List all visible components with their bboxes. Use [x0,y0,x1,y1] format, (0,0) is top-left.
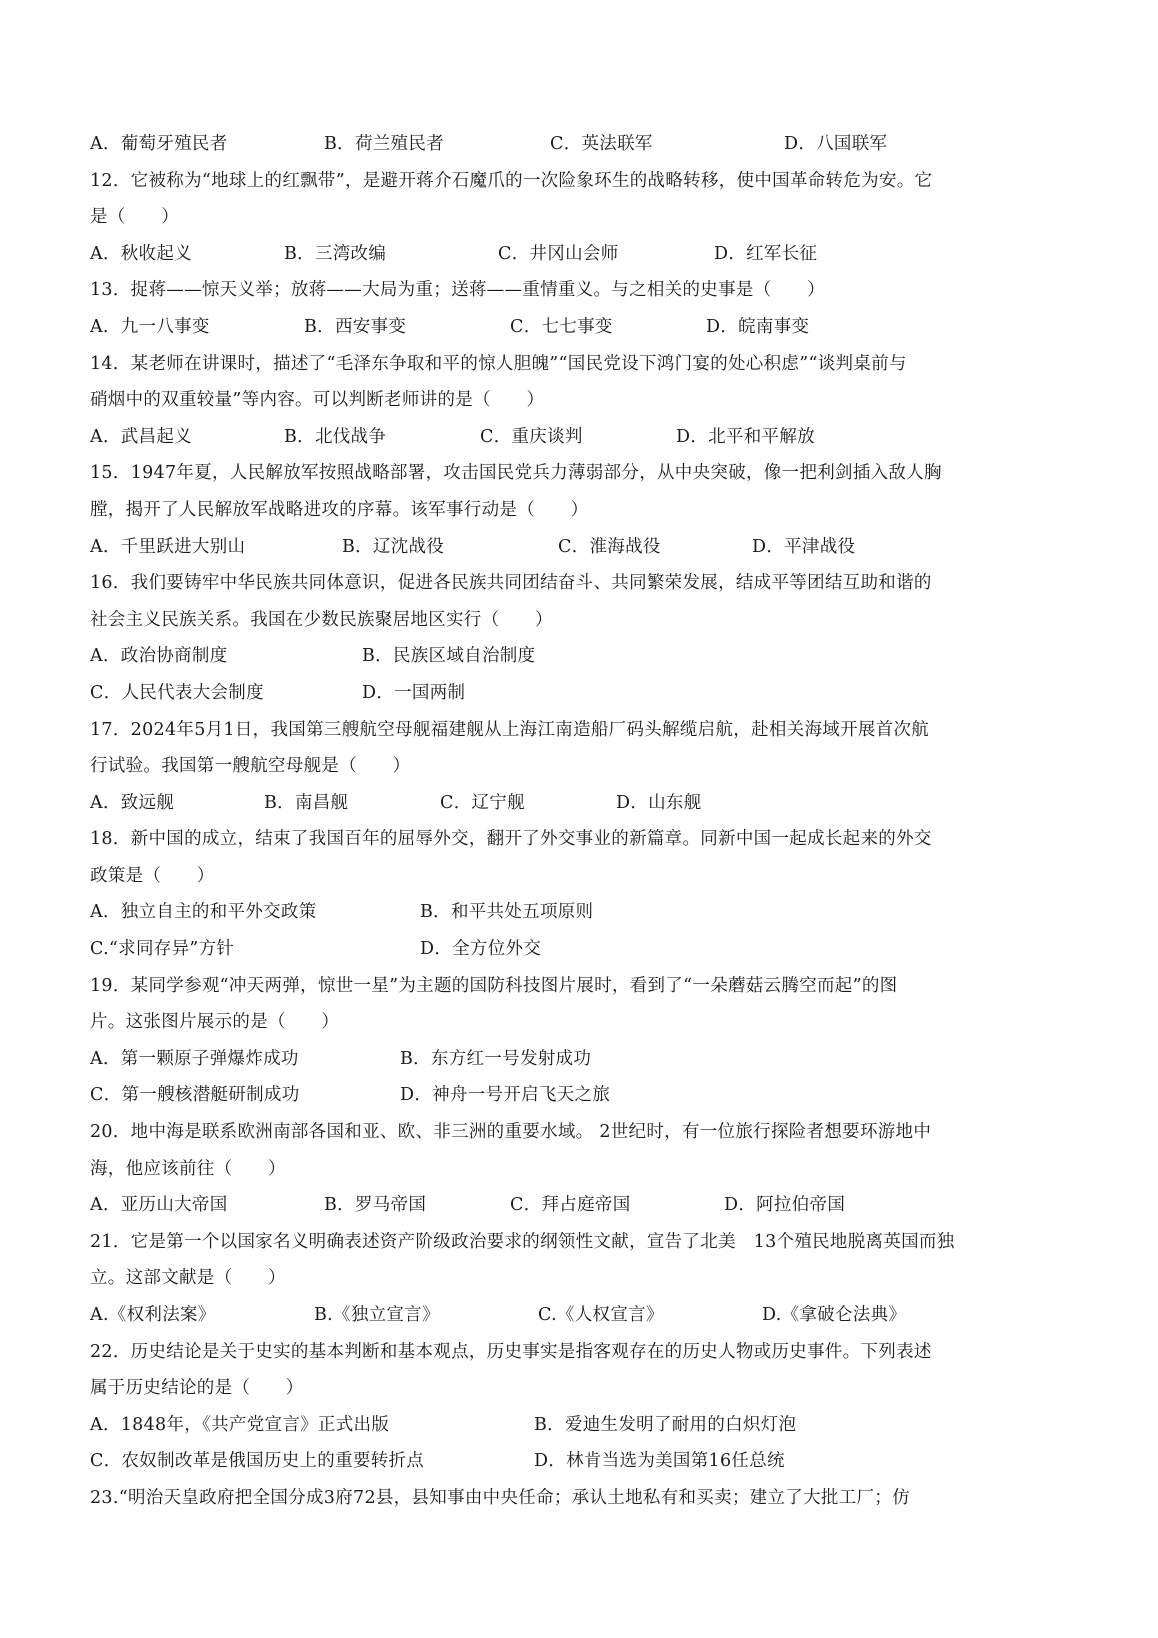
answer-option: A．1848年，《共产党宣言》正式出版 [90,1414,390,1435]
answer-option: D．全方位外交 [420,939,542,960]
question-text-line: 14．某老师在讲课时，描述了“毛泽东争取和平的惊人胆魄”“国民党设下鸿门宴的处心积虑”“谈判桌前与 [90,353,907,374]
answer-option: B．民族区域自治制度 [362,646,536,667]
question-text-line: 政策是（ ） [90,865,215,886]
options-row [90,1077,1080,1114]
question-text-line: 片。这张图片展示的是（ ） [90,1012,340,1033]
question-text-line: 12．它被称为“地球上的红飘带”，是避开蒋介石魔爪的一次险象环生的战略转移，使中国革命转危为安。它 [90,170,933,191]
options-row [90,894,1080,931]
answer-option: A．独立自主的和平外交政策 [90,902,317,923]
question-text-line: 立。这部文献是（ ） [90,1268,286,1289]
question-text-line: 17．2024年5月1日，我国第三艘航空母舰福建舰从上海江南造船厂码头解缆启航，赴相关海域开展首次航 [90,719,930,740]
question-text-line: 19．某同学参观“冲天两弹，惊世一星”为主题的国防科技图片展时，看到了“一朵蘑菇云腾空而起”的图 [90,975,898,996]
answer-option: A．葡萄牙殖民者 [90,134,228,154]
options-row [90,419,1080,456]
answer-option: A．武昌起义 [90,426,192,447]
options-row [90,1041,1080,1078]
options-row [90,126,1080,163]
options-row [90,1443,1080,1480]
answer-option: C．农奴制改革是俄国历史上的重要转折点 [90,1451,425,1472]
question-text-line: 海，他应该前往（ ） [90,1158,286,1179]
answer-option: D．八国联军 [784,134,888,154]
question-text-line: 13．捉蒋——惊天义举；放蒋——大局为重；送蒋——重情重义。与之相关的史事是（ ） [90,280,825,301]
answer-option: C．英法联军 [550,134,653,154]
answer-option: B．荷兰殖民者 [324,134,444,154]
answer-option: A．亚历山大帝国 [90,1195,228,1216]
answer-option: C.《人权宣言》 [538,1305,664,1325]
question-text-line: 16．我们要铸牢中华民族共同体意识，促进各民族共同团结奋斗、共同繁荣发展，结成平等团结互助和谐的 [90,573,932,594]
answer-option: D.《拿破仑法典》 [762,1305,907,1325]
question-text-line: 22．历史结论是关于史实的基本判断和基本观点，历史事实是指客观存在的历史人物或历史事件。下列表述 [90,1341,932,1362]
exam-page [90,126,1080,1517]
options-row [90,638,1080,675]
answer-option: A．千里跃进大别山 [90,536,246,557]
options-row [90,1407,1080,1444]
answer-option: C．拜占庭帝国 [510,1195,631,1216]
answer-option: A．秋收起义 [90,243,192,264]
answer-option: C．七七事变 [510,316,613,337]
question-text-line: 属于历史结论的是（ ） [90,1378,304,1399]
answer-option: A.《权利法案》 [90,1305,216,1325]
answer-option: D．平津战役 [752,536,856,557]
answer-option: B．西安事变 [304,316,407,337]
answer-option: C．淮海战役 [558,536,661,557]
answer-option: C．重庆谈判 [480,426,583,447]
answer-option: C.“求同存异”方针 [90,939,235,960]
answer-option: C．辽宁舰 [440,792,525,813]
options-row [90,675,1080,712]
answer-option: A．政治协商制度 [90,646,228,667]
options-row [90,1297,1080,1334]
answer-option: D．红军长征 [714,243,818,264]
answer-option: B．和平共处五项原则 [420,902,594,923]
options-row [90,1187,1080,1224]
answer-option: D．北平和平解放 [676,426,815,447]
question-text-line: 社会主义民族关系。我国在少数民族聚居地区实行（ ） [90,609,553,630]
question-text-line: 20．地中海是联系欧洲南部各国和亚、欧、非三洲的重要水域。 2世纪时，有一位旅行探险者想要环游地中 [90,1122,932,1143]
options-row [90,785,1080,822]
answer-option: C．井冈山会师 [498,243,619,264]
answer-option: D．一国两制 [362,682,466,703]
answer-option: C．人民代表大会制度 [90,682,264,703]
answer-option: B．东方红一号发射成功 [400,1048,592,1069]
answer-option: B.《独立宣言》 [314,1305,440,1325]
answer-option: B．爱迪生发明了耐用的白炽灯泡 [534,1414,797,1435]
question-text-line: 硝烟中的双重较量”等内容。可以判断老师讲的是（ ） [90,390,545,411]
question-text-line: 是（ ） [90,207,179,228]
answer-option: A．第一颗原子弹爆炸成功 [90,1048,299,1069]
answer-option: B．三湾改编 [284,243,387,264]
answer-option: D．山东舰 [616,792,702,813]
question-text-line: 23.“明治天皇政府把全国分成3府72县，县知事由中央任命；承认土地私有和买卖；建立了大批工厂；仿 [90,1487,910,1508]
options-row [90,529,1080,566]
answer-option: B．辽沈战役 [342,536,445,557]
question-text-line: 18．新中国的成立，结束了我国百年的屈辱外交，翻开了外交事业的新篇章。同新中国一起成长起来的外交 [90,829,932,850]
options-row [90,931,1080,968]
answer-option: B．北伐战争 [284,426,387,447]
answer-option: C．第一艘核潜艇研制成功 [90,1085,300,1106]
answer-option: A．九一八事变 [90,316,210,337]
question-text-line: 膛，揭开了人民解放军战略进攻的序幕。该军事行动是（ ） [90,499,589,520]
answer-option: D．皖南事变 [706,316,810,337]
question-text-line: 行试验。我国第一艘航空母舰是（ ） [90,756,411,777]
question-text-line: 21．它是第一个以国家名义明确表述资产阶级政治要求的纲领性文献，宣告了北美 13个殖民地脱离英国而独 [90,1231,955,1252]
answer-option: B．罗马帝国 [324,1195,427,1216]
options-row [90,236,1080,273]
answer-option: B．南昌舰 [264,792,349,813]
answer-option: D．神舟一号开启飞天之旅 [400,1085,611,1106]
question-text-line: 15．1947年夏，人民解放军按照战略部署，攻击国民党兵力薄弱部分，从中央突破，像一把利剑插入敌人胸 [90,463,942,484]
answer-option: A．致远舰 [90,792,175,813]
answer-option: D．阿拉伯帝国 [724,1195,846,1216]
answer-option: D．林肯当选为美国第16任总统 [534,1451,785,1472]
options-row [90,309,1080,346]
